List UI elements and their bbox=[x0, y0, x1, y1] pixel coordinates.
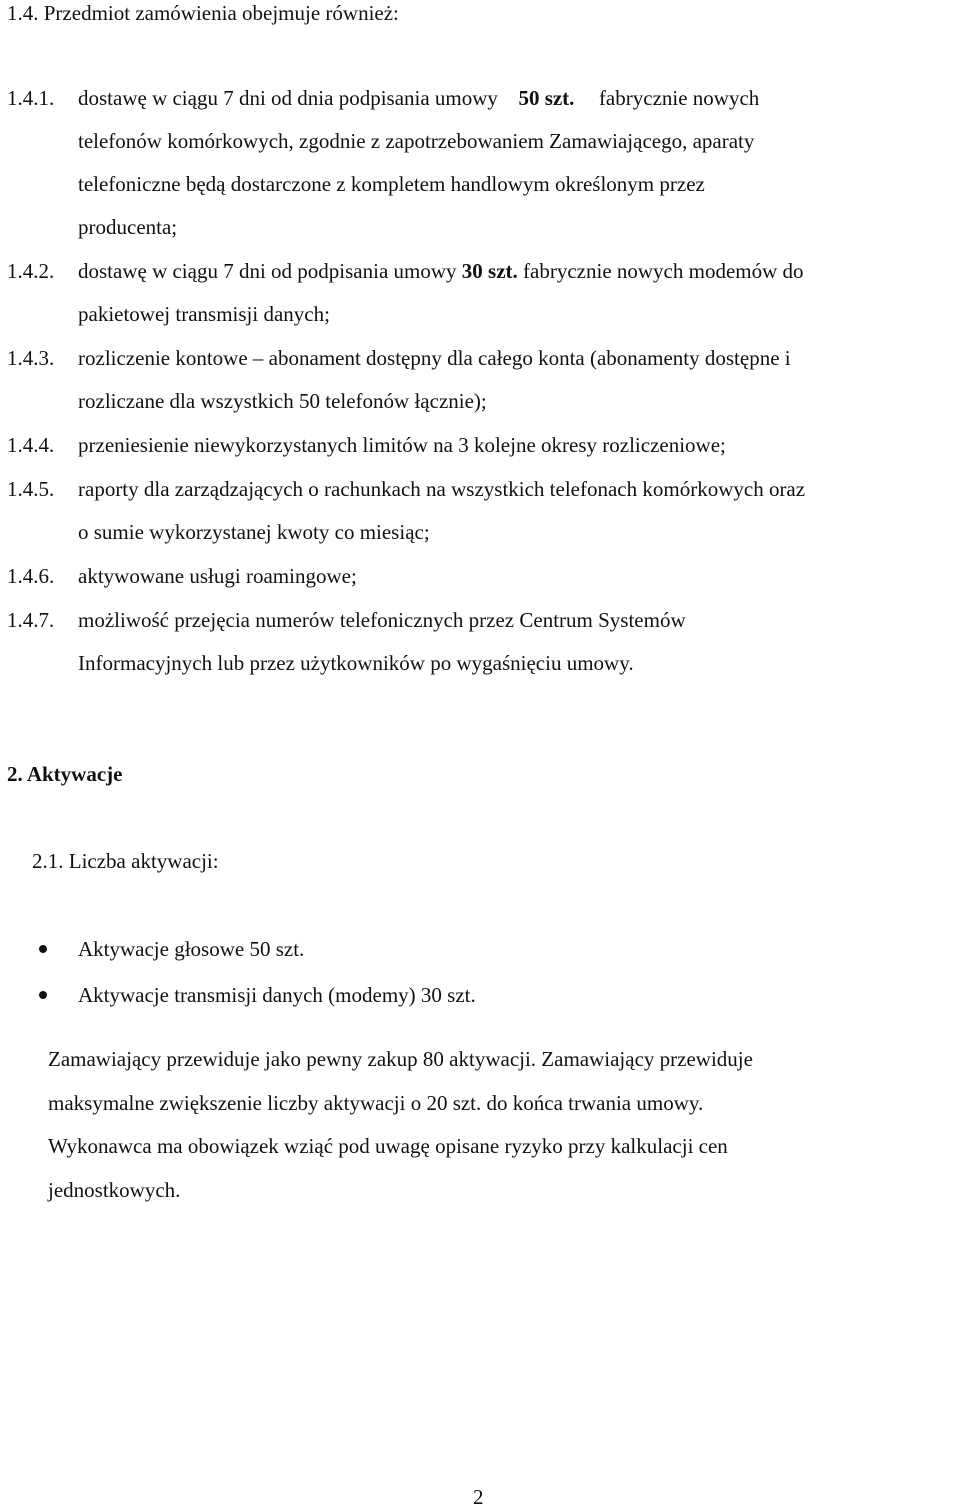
paragraph-line-3: Wykonawca ma obowiązek wziąć pod uwagę opisane ryzyko przy kalkulacji cen bbox=[48, 1134, 728, 1158]
item-1-4-2-line-1 bbox=[78, 261, 804, 282]
item-1-4-2-line-2: pakietowej transmisji danych; bbox=[78, 302, 330, 326]
section-2-heading: 2. Aktywacje bbox=[7, 762, 123, 786]
item-1-4-1-text-a: dostawę w ciągu 7 dni od dnia podpisania umowy bbox=[78, 86, 498, 110]
bullet-item-voice: Aktywacje głosowe 50 szt. bbox=[78, 937, 305, 961]
item-1-4-7-line-1: możliwość przejęcia numerów telefonicznych przez Centrum Systemów bbox=[78, 608, 686, 632]
item-1-4-5-line-1: raporty dla zarządzających o rachunkach na wszystkich telefonach komórkowych oraz bbox=[78, 477, 806, 501]
item-1-4-1-line-4: producenta; bbox=[78, 215, 178, 239]
paragraph-line-2: maksymalne zwiększenie liczby aktywacji o 20 szt. do końca trwania umowy. bbox=[48, 1091, 704, 1115]
item-1-4-1-line-1 bbox=[78, 88, 955, 109]
item-1-4-3-line-1: rozliczenie kontowe – abonament dostępny dla całego konta (abonamenty dostępne i bbox=[78, 346, 791, 370]
item-number-1-4-3: 1.4.3. bbox=[7, 346, 55, 370]
item-1-4-1-line-3: telefoniczne będą dostarczone z kompletem handlowym określonym przez bbox=[78, 172, 705, 196]
item-1-4-7-line-2: Informacyjnych lub przez użytkowników po wygaśnięciu umowy. bbox=[78, 651, 634, 675]
item-1-4-2-text-b: fabrycznie nowych modemów do bbox=[523, 259, 804, 283]
item-1-4-1-line-2: telefonów komórkowych, zgodnie z zapotrzebowaniem Zamawiającego, aparaty bbox=[78, 129, 755, 153]
paragraph-line-4: jednostkowych. bbox=[48, 1178, 181, 1202]
bullet-icon bbox=[39, 991, 47, 999]
item-1-4-3-line-2: rozliczane dla wszystkich 50 telefonów łącznie); bbox=[78, 389, 487, 413]
page-number: 2 bbox=[473, 1485, 484, 1509]
section-1-4-title: 1.4. Przedmiot zamówienia obejmuje również: bbox=[7, 1, 399, 25]
item-number-1-4-1: 1.4.1. bbox=[7, 86, 55, 110]
item-1-4-1-quantity: 50 szt. bbox=[518, 86, 575, 110]
item-1-4-5-line-2: o sumie wykorzystanej kwoty co miesiąc; bbox=[78, 520, 430, 544]
section-2-1-subheading: 2.1. Liczba aktywacji: bbox=[32, 849, 219, 873]
item-1-4-2-text-a: dostawę w ciągu 7 dni od podpisania umowy bbox=[78, 259, 457, 283]
item-number-1-4-6: 1.4.6. bbox=[7, 564, 55, 588]
item-1-4-4-line-1: przeniesienie niewykorzystanych limitów na 3 kolejne okresy rozliczeniowe; bbox=[78, 433, 726, 457]
item-number-1-4-2: 1.4.2. bbox=[7, 259, 55, 283]
bullet-icon bbox=[39, 945, 47, 953]
item-1-4-1-text-b: fabrycznie nowych bbox=[598, 86, 760, 110]
bullet-item-data: Aktywacje transmisji danych (modemy) 30 szt. bbox=[78, 983, 476, 1007]
paragraph-line-1: Zamawiający przewiduje jako pewny zakup 80 aktywacji. Zamawiający przewiduje bbox=[48, 1047, 753, 1071]
item-1-4-2-quantity: 30 szt. bbox=[461, 259, 518, 283]
item-number-1-4-4: 1.4.4. bbox=[7, 433, 55, 457]
item-number-1-4-7: 1.4.7. bbox=[7, 608, 55, 632]
item-1-4-6-line-1: aktywowane usługi roamingowe; bbox=[78, 564, 357, 588]
item-number-1-4-5: 1.4.5. bbox=[7, 477, 55, 501]
